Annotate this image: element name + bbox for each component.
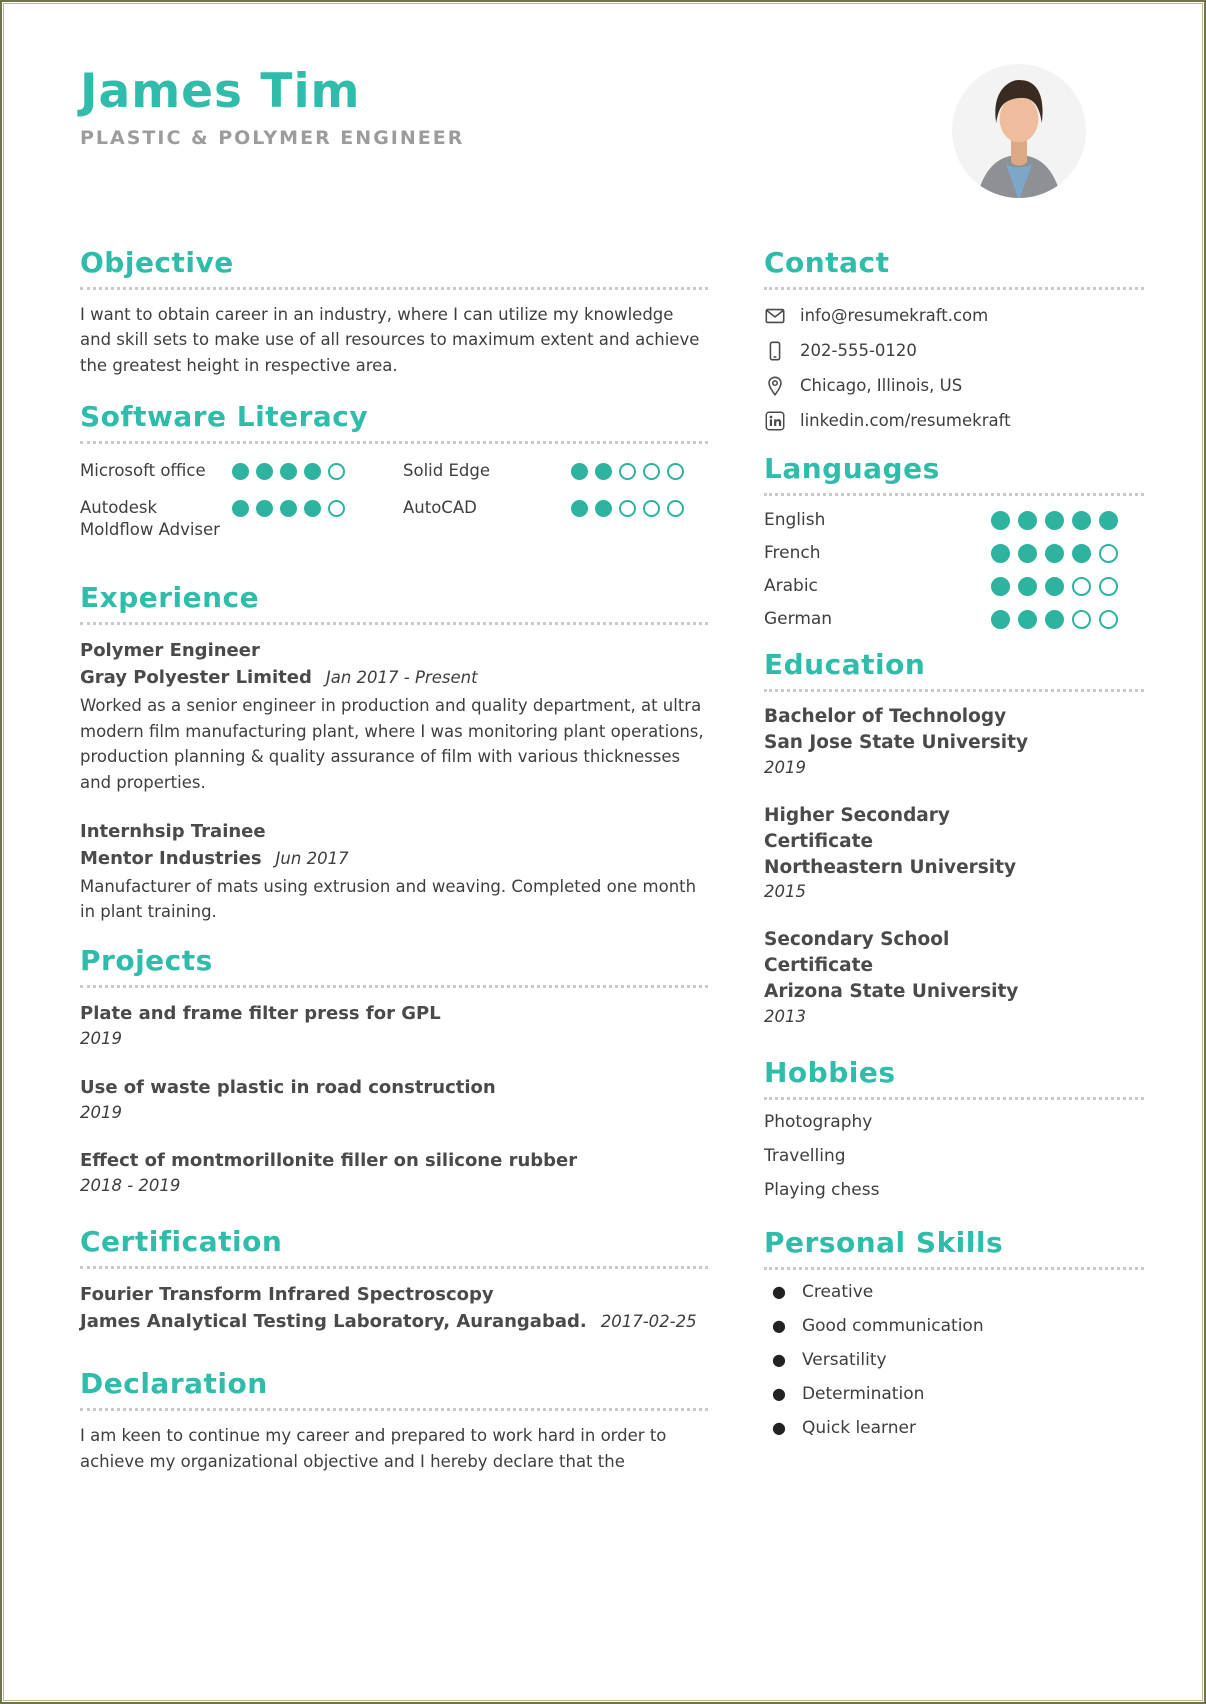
linkedin-icon (764, 410, 786, 432)
language-row (764, 508, 1144, 532)
hobby-item: Travelling (764, 1145, 846, 1166)
project-item (80, 1074, 708, 1126)
language-name: German (764, 609, 833, 630)
level-dot-filled (1018, 577, 1037, 596)
experience-list (80, 637, 708, 924)
language-level-dots (991, 511, 1118, 530)
level-dot-filled (1045, 577, 1064, 596)
contact-phone: 202-555-0120 (800, 341, 917, 361)
level-dot-filled (571, 500, 588, 517)
experience-subline (80, 845, 708, 872)
certification-subline (80, 1308, 708, 1335)
software-skill-level-dots (571, 497, 684, 517)
section-education (764, 649, 1144, 1030)
personal-skills-heading: Personal Skills (764, 1227, 1144, 1270)
bullet-icon: ● (772, 1418, 786, 1437)
software-skill-row (403, 497, 708, 540)
software-skill-name: Autodesk Moldflow Adviser (80, 498, 220, 539)
section-objective (80, 247, 708, 379)
objective-heading: Objective (80, 247, 708, 290)
software-skill-row (80, 497, 385, 540)
contact-linkedin: linkedin.com/resumekraft (800, 411, 1011, 431)
education-school: Northeastern University (764, 856, 1017, 878)
education-degree: Higher Secondary Certificate (764, 804, 950, 852)
education-degree: Secondary School Certificate (764, 929, 950, 977)
level-dot-filled (256, 463, 273, 480)
contact-heading: Contact (764, 247, 1144, 290)
software-skill-name: Microsoft office (80, 460, 206, 480)
level-dot-filled (595, 500, 612, 517)
project-item (80, 1000, 708, 1052)
software-literacy-heading: Software Literacy (80, 401, 708, 444)
level-dot-filled (280, 463, 297, 480)
education-list (764, 704, 1144, 1029)
right-column (764, 149, 1144, 1475)
section-projects (80, 945, 708, 1199)
hobby-item: Playing chess (764, 1179, 880, 1200)
software-skill-row (403, 460, 708, 481)
education-school: San Jose State University (764, 732, 1029, 754)
software-skill-level-dots (232, 497, 345, 517)
personal-skill-label: Versatility (801, 1350, 887, 1370)
experience-description: Manufacturer of mats using extrusion and weaving. Completed one month in plant training. (80, 876, 697, 922)
personal-skill-label: Determination (801, 1384, 925, 1404)
level-dot-filled (991, 610, 1010, 629)
project-dates: 2019 (80, 1028, 122, 1048)
personal-skill-label: Good communication (801, 1316, 984, 1336)
experience-item (80, 818, 708, 925)
hobby-item: Photography (764, 1111, 873, 1132)
contact-list (764, 304, 1144, 433)
profile-photo (952, 64, 1086, 198)
level-dot-filled (1072, 511, 1091, 530)
project-dates: 2019 (80, 1102, 122, 1122)
software-skill-name: AutoCAD (403, 498, 477, 518)
level-dot-filled (991, 544, 1010, 563)
person-job-title: PLASTIC & POLYMER ENGINEER (80, 126, 465, 149)
level-dot-filled (1018, 511, 1037, 530)
hobbies-heading: Hobbies (764, 1057, 1144, 1100)
level-dot-filled (256, 500, 273, 517)
languages-heading: Languages (764, 453, 1144, 496)
level-dot-filled (1018, 610, 1037, 629)
language-level-dots (991, 577, 1118, 596)
resume-body (2, 149, 1204, 1475)
location-icon (764, 375, 786, 397)
experience-subline (80, 664, 708, 691)
bullet-icon: ● (772, 1282, 786, 1301)
certification-date: 2017-02-25 (600, 1312, 697, 1332)
projects-heading: Projects (80, 945, 708, 988)
personal-skill-label: Quick learner (801, 1418, 916, 1438)
contact-row-location (764, 374, 1144, 398)
project-list (80, 1000, 708, 1199)
personal-skill-item (764, 1282, 1144, 1306)
level-dot-empty (1099, 577, 1118, 596)
experience-dates: Jun 2017 (275, 848, 349, 868)
level-dot-filled (1045, 610, 1064, 629)
level-dot-empty (643, 463, 660, 480)
profile-photo-illustration (952, 64, 1086, 198)
language-row (764, 607, 1144, 631)
email-icon (764, 305, 786, 327)
certification-heading: Certification (80, 1226, 708, 1269)
level-dot-filled (1099, 511, 1118, 530)
language-name: English (764, 510, 826, 531)
level-dot-filled (1045, 544, 1064, 563)
level-dot-filled (1018, 544, 1037, 563)
education-item (764, 704, 1144, 781)
contact-row-linkedin (764, 409, 1144, 433)
language-level-dots (991, 610, 1118, 629)
level-dot-filled (232, 500, 249, 517)
section-contact (764, 247, 1144, 433)
phone-icon (764, 340, 786, 362)
objective-text: I want to obtain career in an industry, where I can utilize my knowledge and skill sets to make use of all resources to maximum extent and achieve the greatest height in respective area. (80, 304, 700, 375)
project-item (80, 1147, 708, 1199)
experience-dates: Jan 2017 - Present (325, 668, 478, 688)
section-certification (80, 1226, 708, 1335)
education-item (764, 927, 1144, 1029)
education-year: 2015 (764, 882, 806, 902)
contact-row-phone (764, 339, 1144, 363)
level-dot-empty (1099, 610, 1118, 629)
software-skill-level-dots (232, 460, 345, 480)
level-dot-filled (595, 463, 612, 480)
personal-skill-list (764, 1282, 1144, 1442)
level-dot-filled (991, 577, 1010, 596)
project-title: Plate and frame filter press for GPL (80, 1002, 441, 1024)
left-column (80, 149, 708, 1475)
experience-company: Gray Polyester Limited (80, 667, 312, 689)
project-dates: 2018 - 2019 (80, 1176, 181, 1196)
section-experience (80, 582, 708, 925)
education-school: Arizona State University (764, 980, 1019, 1002)
experience-role: Internhsip Trainee (80, 820, 266, 842)
project-title: Use of waste plastic in road construction (80, 1076, 496, 1098)
personal-skill-item (764, 1316, 1144, 1340)
contact-row-email (764, 304, 1144, 328)
level-dot-filled (232, 463, 249, 480)
level-dot-filled (304, 500, 321, 517)
declaration-heading: Declaration (80, 1368, 708, 1411)
level-dot-empty (1072, 610, 1091, 629)
personal-skill-item (764, 1384, 1144, 1408)
level-dot-empty (1072, 577, 1091, 596)
personal-skill-item (764, 1418, 1144, 1442)
language-row (764, 574, 1144, 598)
software-skill-level-dots (571, 460, 684, 480)
language-list (764, 508, 1144, 631)
experience-heading: Experience (80, 582, 708, 625)
level-dot-empty (1099, 544, 1118, 563)
level-dot-filled (280, 500, 297, 517)
person-name: James Tim (80, 64, 361, 119)
project-title: Effect of montmorillonite filler on silicone rubber (80, 1150, 578, 1172)
education-year: 2019 (764, 758, 806, 778)
level-dot-empty (667, 463, 684, 480)
education-degree: Bachelor of Technology (764, 706, 1007, 728)
resume-header (2, 2, 1204, 149)
certification-item (80, 1281, 708, 1335)
experience-description: Worked as a senior engineer in production and quality department, at ultra modern film manufacturing plant, where I was monitoring plant operations, production planning & quality assurance of film with various thicknesses and properties. (80, 696, 704, 792)
level-dot-filled (991, 511, 1010, 530)
level-dot-empty (643, 500, 660, 517)
level-dot-empty (667, 500, 684, 517)
education-year: 2013 (764, 1006, 806, 1026)
language-name: French (764, 543, 821, 564)
certification-issuer: James Analytical Testing Laboratory, Aurangabad. (80, 1311, 587, 1333)
level-dot-filled (1072, 544, 1091, 563)
experience-role: Polymer Engineer (80, 640, 260, 662)
section-personal-skills (764, 1227, 1144, 1442)
level-dot-empty (328, 463, 345, 480)
language-name: Arabic (764, 576, 818, 597)
software-skill-name: Solid Edge (403, 460, 490, 480)
education-item (764, 803, 1144, 905)
language-level-dots (991, 544, 1118, 563)
level-dot-empty (619, 463, 636, 480)
bullet-icon: ● (772, 1316, 786, 1335)
level-dot-filled (1045, 511, 1064, 530)
contact-email: info@resumekraft.com (800, 306, 989, 326)
language-row (764, 541, 1144, 565)
experience-company: Mentor Industries (80, 847, 262, 869)
certification-name: Fourier Transform Infrared Spectroscopy (80, 1284, 494, 1306)
section-languages (764, 453, 1144, 631)
level-dot-filled (571, 463, 588, 480)
section-software-literacy (80, 401, 708, 541)
personal-skill-item (764, 1350, 1144, 1374)
contact-location: Chicago, Illinois, US (800, 376, 963, 396)
software-skill-row (80, 460, 385, 481)
personal-skill-label: Creative (801, 1282, 874, 1302)
bullet-icon: ● (772, 1350, 786, 1369)
experience-item (80, 637, 708, 795)
bullet-icon: ● (772, 1384, 786, 1403)
software-skill-grid (80, 460, 708, 540)
declaration-text: I am keen to continue my career and prepared to work hard in order to achieve my organizational objective and I hereby declare that the (80, 1426, 667, 1471)
section-hobbies (764, 1057, 1144, 1204)
level-dot-empty (328, 500, 345, 517)
level-dot-filled (304, 463, 321, 480)
section-declaration (80, 1368, 708, 1474)
hobby-list (764, 1112, 1144, 1204)
level-dot-empty (619, 500, 636, 517)
education-heading: Education (764, 649, 1144, 692)
